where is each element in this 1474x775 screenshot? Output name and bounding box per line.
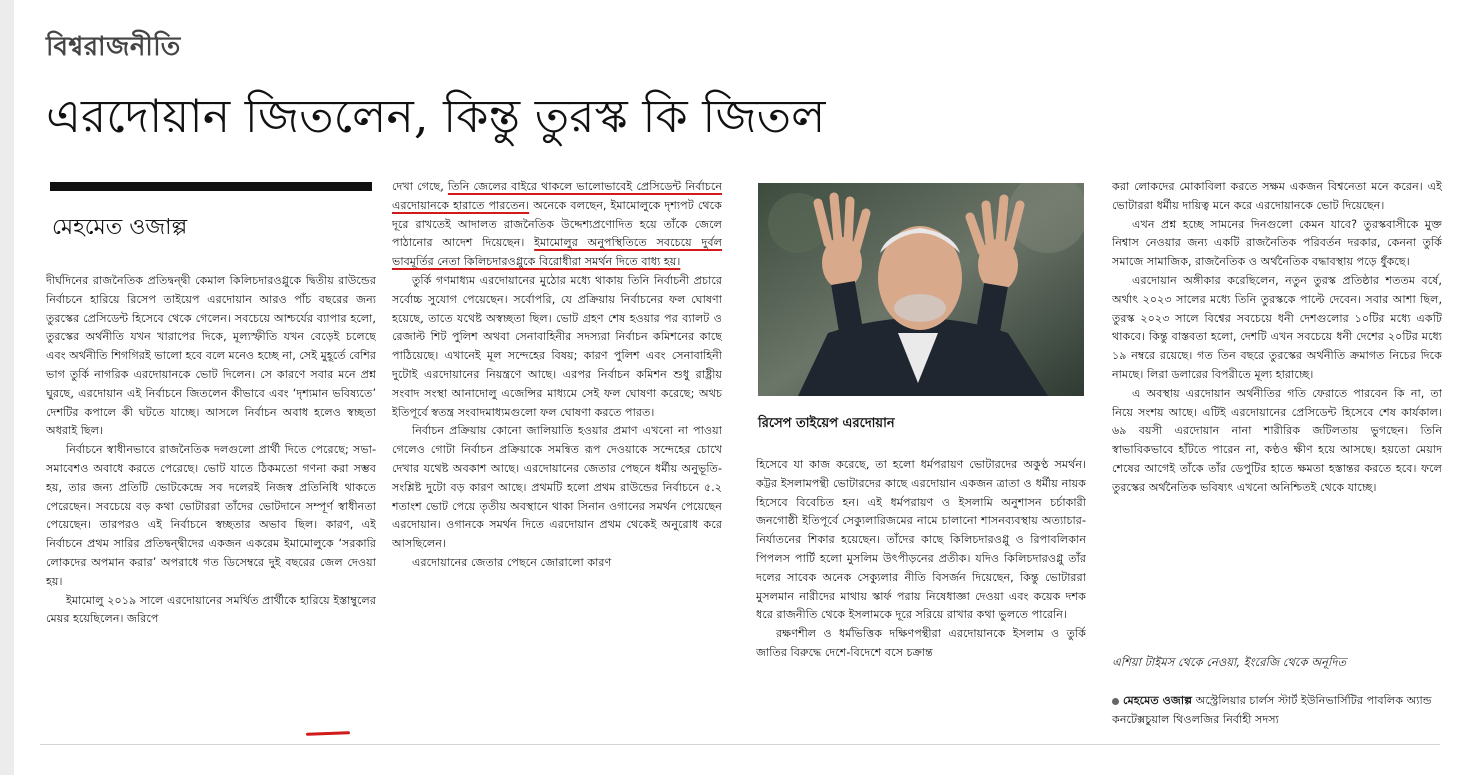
text-run: দেখা গেছে, [392, 180, 448, 193]
paragraph: এরদোয়ান অঙ্গীকার করেছিলেন, নতুন তুরস্ক প্রতিষ্ঠার শততম বর্ষে, অর্থাৎ ২০২৩ সালের মধ্যে তিনি তুরস্ককে পাল্টে দেবেন। সবার আশা ছিল, তুরস্ক ২০২৩ সালে বিশ্বের সবচেয়ে ধনী দেশগুলোর ১০টির মধ্যে একটি থাকবে। কিন্তু বাস্তবতা হলো, দেশটি এখন সবচেয়ে ধনী দেশের ২০টির মধ্যে ১৯ নম্বরে রয়েছে। গত তিন বছরে তুরস্কের অর্থনীতি ক্রমাগত নিচের দিকে নামছে। লিরা ডলারের বিপরীতে মূল্য হারাচ্ছে। [1112, 273, 1442, 381]
underlined-text: ইমামোলুর অনুপস্থিতিতে সবচেয়ে দুর্বল ভাবমূর্তির নেতা কিলিচদারওগ্লুকে বিরোধীরা সমর্থন দিতে বাধ্য হয়। [392, 236, 722, 269]
paragraph: হিসেবে যা কাজ করেছে, তা হলো ধর্মপরায়ণ ভোটারদের অকুণ্ঠ সমর্থন। কট্টর ইসলামপন্থী ভোটারদের কাছে এরদোয়ান একজন ত্রাতা ও ধর্মীয় নায়ক হিসেবে বিবেচিত হন। এই ধর্মপরায়ণ ও ইসলামি অনুশাসন চর্চাকারী জনগোষ্ঠী ইতিপূর্বে সেক্যুলারিজমের নামে চালানো শাসনব্যবস্থায় অত্যাচার-নির্যাতনের শিকার হয়েছেন। তাঁদের কাছে কিলিচদারওগ্লু ও রিপাবলিকান পিপলস পার্টি হলো মুসলিম উৎপীড়নের প্রতীক। যদিও কিলিচদারওগ্লু তাঁর দলের সাবেক অনেক সেক্যুলার নীতি বিসর্জন দিয়েছেন, কিন্তু ভোটাররা মুসলমান নারীদের মাথায় স্কার্ফ পরায় নিষেধাজ্ঞা দেওয়া এবং কয়েক দশক ধরে রাজনীতি থেকে ইসলামকে দূরে সরিয়ে রাখার কথা ভুলতে পারেনি। [756, 458, 1086, 622]
author-bio [1112, 692, 1442, 730]
article-column-3 [756, 456, 1086, 740]
bio-text: অস্ট্রেলিয়ার চার্লস স্টার্ট ইউনিভার্সিটির পাবলিক অ্যান্ড কনটেক্সচুয়াল থিওলজির নির্বাহী সদস্য [1112, 694, 1432, 726]
paragraph: এরদোয়ানের জেতার পেছনে জোরালো কারণ [412, 555, 612, 569]
author-name: মেহমেত ওজাল্প [52, 215, 188, 240]
paragraph: নির্বাচন প্রক্রিয়ায় কোনো জালিয়াতি হওয়ার প্রমাণ এখনো না পাওয়া গেলেও গোটা নির্বাচন প্রক্রিয়াকে সমন্বিত রূপ দেওয়াকে সন্দেহের চোখে দেখার যথেষ্ট অবকাশ আছে। এরদোয়ানের জেতার পেছনে ধর্মীয় অনুভূতি-সংশ্লিষ্ট দুটো বড় কারণ আছে। প্রথমটি হলো প্রথম রাউন্ডের নির্বাচনে ৫.২ শতাংশ ভোট পেয়ে তৃতীয় অবস্থানে থাকা সিনান ওগানের সমর্থন পেয়েছেন এরদোয়ান। ওগানকে সমর্থন দিতে এরদোয়ান প্রথম থেকেই অনুরোধ করে আসছিলেন। [392, 424, 722, 551]
photo-caption: রিসেপ তাইয়েপ এরদোয়ান [758, 416, 895, 431]
left-margin-strip [0, 0, 14, 775]
headline: এরদোয়ান জিতলেন, কিন্তু তুরস্ক কি জিতল [46, 89, 826, 143]
photo-illustration [758, 183, 1084, 396]
paragraph [392, 178, 722, 272]
photo-erdogan [758, 183, 1084, 396]
underlined-text: তিনি জেলের বাইরে থাকলে ভালোভাবেই প্রেসিডেন্ট নির্বাচনে এরদোয়ানকে হারাতে পারতেন। [392, 180, 722, 212]
paragraph: দীর্ঘদিনের রাজনৈতিক প্রতিদ্বন্দ্বী কেমাল কিলিচদারওগ্লুকে দ্বিতীয় রাউন্ডের নির্বাচনে হারিয়ে রিসেপ তাইয়েপ এরদোয়ান আরও পাঁচ বছরের জন্য তুরস্কের প্রেসিডেন্ট হিসেবে থেকে গেলেন। সবচেয়ে আশ্চর্যের ব্যাপার হলো, তুরস্কের অর্থনীতি যখন খারাপের দিকে, মূল্যস্ফীতি যখন বেড়েই চলেছে এবং অর্থনীতি শিগগিরই ভালো হবে বলে মনেও হচ্ছে না, সেই মুহূর্তে বেশির ভাগ তুর্কি নাগরিক এরদোয়ানকে ভোট দিলেন। সে কারণে সবার মনে প্রশ্ন ঘুরছে, এরদোয়ান এই নির্বাচনে জিতলেন কীভাবে এবং ‘দৃশ্যমান ভবিষ্যতে’ দেশটির কপালে কী ঘটতে যাচ্ছে। আসলে নির্বাচন অবাধ হলেও স্বচ্ছতা অধরাই ছিল। [46, 274, 376, 438]
paragraph: এ অবস্থায় এরদোয়ান অর্থনীতির গতি ফেরাতে পারবেন কি না, তা নিয়ে সংশয় আছে। এটিই এরদোয়ানের প্রেসিডেন্ট হিসেবে শেষ কার্যকাল। ৬৯ বয়সী এরদোয়ান নানা শারীরিক জটিলতায় ভুগছেন। তিনি স্বাভাবিকভাবে হাঁটতে পারেন না, কণ্ঠও ক্ষীণ হয়ে আসছে। হয়তো মেয়াদ শেষের আগেই তাঁকে তাঁর ডেপুটির হাতে ক্ষমতা হস্তান্তর করতে হবে। ফলে তুরস্কের অর্থনৈতিক ভবিষ্যৎ এখনো অনিশ্চিতই থেকে যাচ্ছে। [1112, 386, 1442, 494]
bullet-icon [1112, 698, 1119, 705]
section-label: বিশ্বরাজনীতি [46, 32, 181, 62]
bio-name: মেহমেত ওজাল্প [1123, 694, 1193, 707]
article-column-2 [392, 178, 722, 738]
paragraph: ইমামোলু ২০১৯ সালে এরদোয়ানের সমর্থিত প্রার্থীকে হারিয়ে ইস্তাম্বুলের মেয়র হয়েছিলেন। জরিপে [46, 593, 376, 626]
article-column-1 [46, 272, 376, 740]
paragraph: এখন প্রশ্ন হচ্ছে সামনের দিনগুলো কেমন যাবে? তুরস্কবাসীকে মুক্ত নিশ্বাস নেওয়ার জন্য একটি রাজনৈতিক পরিবর্তন দরকার, কেননা তুর্কি সমাজে সামাজিক, রাজনৈতিক ও অর্থনৈতিক বদ্ধাবস্থায় পড়ে ধুঁকছে। [1112, 217, 1442, 269]
paragraph: নির্বাচনে স্বাধীনভাবে রাজনৈতিক দলগুলো প্রার্থী দিতে পেরেছে; সভা-সমাবেশও অবাধে করতে পেরেছে। ভোট যাতে ঠিকমতো গণনা করা সম্ভব হয়, তার জন্য প্রতিটি ভোটকেন্দ্রে সব দলেরই নিজস্ব প্রতিনিধি থাকতে পেরেছেন। সবচেয়ে বড় কথা ভোটাররা তাঁদের ভোটদানে সম্পূর্ণ স্বাধীনতা পেয়েছেন। তারপরও এই নির্বাচনে স্বচ্ছতার অভাব ছিল। কারণ, এই নির্বাচনে প্রথম সারির প্রতিদ্বন্দ্বীদের একজন একরেম ইমামোলুকে ‘সরকারি লোকদের অপমান করার’ অপরাধে গত ডিসেম্বরে দুই বছরের জেল দেওয়া হয়। [46, 443, 376, 588]
source-note: এশিয়া টাইমস থেকে নেওয়া, ইংরেজি থেকে অনূদিত [1112, 655, 1347, 669]
paragraph: তুর্কি গণমাধ্যম এরদোয়ানের মুঠোর মধ্যে থাকায় তিনি নির্বাচনী প্রচারে সর্বোচ্চ সুযোগ পেয়েছেন। সর্বোপরি, যে প্রক্রিয়ায় নির্বাচনের ফল ঘোষণা হয়েছে, তাতে যথেষ্ট অস্বচ্ছতা ছিল। ভোট গ্রহণ শেষ হওয়ার পর ব্যালট ও রেজাল্ট শিট পুলিশ অথবা সেনাবাহিনীর সদস্যরা নির্বাচন কমিশনের কাছে পাঠিয়েছে। এখানেই মূল সন্দেহের বিষয়; কারণ পুলিশ এবং সেনাবাহিনী দুটোই এরদোয়ানের নিয়ন্ত্রণে আছে। এরপর নির্বাচন কমিশন শুধু রাষ্ট্রীয় সংবাদ সংস্থা আনাদোলু এজেন্সির মাধ্যমে সেই ফল ঘোষণা করেছে; অথচ ইতিপূর্বে স্বতন্ত্র সংবাদমাধ্যমগুলো ফল ঘোষণা করতে পারত। [392, 273, 722, 419]
text-run: অনেকে বলছেন, ইমামোলুকে দৃশ্যপট থেকে দূরে রাখতেই আদালত রাজনৈতিক উদ্দেশ্যপ্রণোদিত হয়ে তাঁকে জেলে পাঠানোর আদেশ দিয়েছেন। [392, 198, 722, 250]
paragraph: রক্ষণশীল ও ধর্মভিত্তিক দক্ষিণপন্থীরা এরদোয়ানকে ইসলাম ও তুর্কি জাতির বিরুদ্ধে দেশে-বিদেশে বসে চক্রান্ত [756, 627, 1086, 659]
author-rule [50, 182, 372, 191]
bottom-divider [40, 744, 1440, 745]
paragraph: করা লোকদের মোকাবিলা করতে সক্ষম একজন বিশ্বনেতা মনে করেন। এই ভোটাররা ধর্মীয় দায়িত্ব মনে করে এরদোয়ানকে ভোট দিয়েছেন। [1112, 180, 1442, 212]
